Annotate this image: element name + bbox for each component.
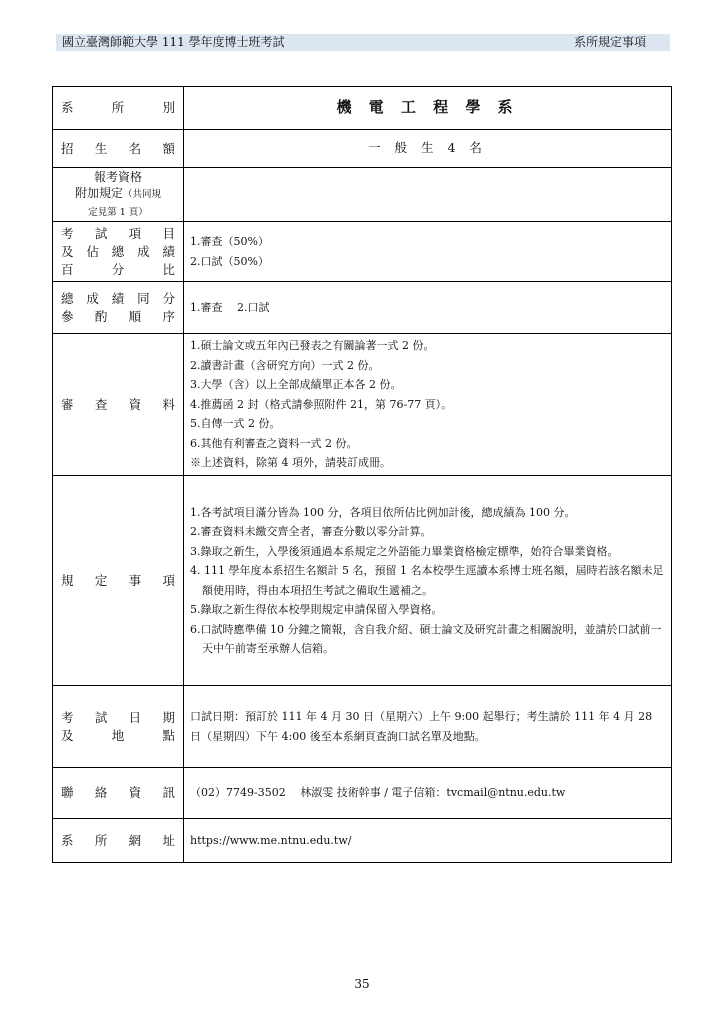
requirements-table bbox=[52, 86, 672, 863]
value-extra-requirements bbox=[184, 168, 672, 222]
row-exam-schedule bbox=[53, 686, 672, 768]
list-item: 2.口試（50%） bbox=[190, 254, 269, 268]
list-item: 3.大學（含）以上全部成績單正本各 2 份。 bbox=[190, 378, 402, 392]
list-item: 1.碩士論文或五年內已發表之有關論著一式 2 份。 bbox=[190, 339, 435, 353]
label-exam-items: 考 試 項 目 及 佔 總 成 績 百 分 比 bbox=[53, 222, 184, 282]
page-header bbox=[56, 34, 670, 51]
list-item: 6.口試時應準備 10 分鐘之簡報，含自我介紹、碩士論文及研究計畫之相關說明，並請於口試前一天中午前寄至承辦人信箱。 bbox=[190, 622, 662, 655]
row-quota bbox=[53, 130, 672, 168]
label-rules: 規 定 事 項 bbox=[53, 476, 184, 686]
header-title: 國立臺灣師範大學 111 學年度博士班考試 bbox=[62, 35, 285, 49]
row-extra-requirements bbox=[53, 168, 672, 222]
row-contact bbox=[53, 768, 672, 819]
label-exam-schedule: 考 試 日 期 及 地 點 bbox=[53, 686, 184, 768]
list-item: 2.審查資料未繳交齊全者，審查分數以零分計算。 bbox=[190, 525, 432, 538]
row-department bbox=[53, 87, 672, 130]
list-item: 1.各考試項目滿分皆為 100 分，各項目依所佔比例加計後，總成績為 100 分。 bbox=[190, 505, 576, 519]
list-item: 5.自傳一式 2 份。 bbox=[190, 417, 281, 431]
row-exam-items bbox=[53, 222, 672, 282]
label-contact: 聯 絡 資 訊 bbox=[53, 768, 184, 819]
label-line: 系 所 別 bbox=[61, 100, 175, 115]
value-exam-items bbox=[184, 222, 672, 282]
page-number: 35 bbox=[354, 977, 370, 991]
list-item: 2.讀書計畫（含研究方向）一式 2 份。 bbox=[190, 358, 380, 372]
value-rules bbox=[184, 476, 672, 686]
department-name: 機 電 工 程 學 系 bbox=[336, 97, 519, 116]
row-review-materials bbox=[53, 334, 672, 476]
row-rules bbox=[53, 476, 672, 686]
quota-text: 一 般 生 4 名 bbox=[368, 140, 487, 156]
label-website: 系 所 網 址 bbox=[53, 819, 184, 863]
list-item: 6.其他有利審查之資料一式 2 份。 bbox=[190, 436, 358, 450]
header-section: 系所規定事項 bbox=[573, 35, 646, 49]
row-website bbox=[53, 819, 672, 863]
list-item: ※上述資料，除第 4 項外，請裝訂成冊。 bbox=[190, 456, 391, 470]
value-exam-schedule: 口試日期：預訂於 111 年 4 月 30 日（星期六）上午 9:00 起舉行；考生請於 111 年 4 月 28 日（星期四）下午 4:00 後至本系網頁查詢口試名單及地點。 bbox=[184, 686, 672, 768]
list-item: 3.錄取之新生，入學後須通過本系規定之外語能力畢業資格檢定標準，始符合畢業資格。 bbox=[190, 544, 619, 558]
value-quota bbox=[184, 130, 672, 168]
list-item: 4. 111 學年度本系招生名額計 5 名，預留 1 名本校學生逕讀本系博士班名額，屆時若該名額未足額使用時，得由本項招生考試之備取生遞補之。 bbox=[190, 564, 664, 597]
website-link[interactable]: https://www.me.ntnu.edu.tw/ bbox=[184, 819, 672, 863]
label-quota: 招 生 名 額 bbox=[53, 130, 184, 168]
label-tiebreak-order: 總 成 績 同 分 參 酌 順 序 bbox=[53, 282, 184, 334]
list-item: 1.審查（50%） bbox=[190, 235, 269, 248]
value-tiebreak-order: 1.審查 2.口試 bbox=[184, 282, 672, 334]
value-review-materials bbox=[184, 334, 672, 476]
row-tiebreak-order bbox=[53, 282, 672, 334]
value-contact: （02）7749-3502 林淑雯 技術幹事 / 電子信箱：tvcmail@ntnu.edu.tw bbox=[184, 768, 672, 819]
value-department bbox=[184, 87, 672, 130]
label-extra-requirements: 報考資格 附加規定（共同規 定見第 1 頁） bbox=[53, 168, 184, 222]
list-item: 5.錄取之新生得依本校學則規定申請保留入學資格。 bbox=[190, 603, 443, 616]
label-review-materials: 審 查 資 料 bbox=[53, 334, 184, 476]
list-item: 4.推薦函 2 封（格式請參照附件 21，第 76-77 頁）。 bbox=[190, 397, 453, 411]
label-department bbox=[53, 87, 184, 130]
